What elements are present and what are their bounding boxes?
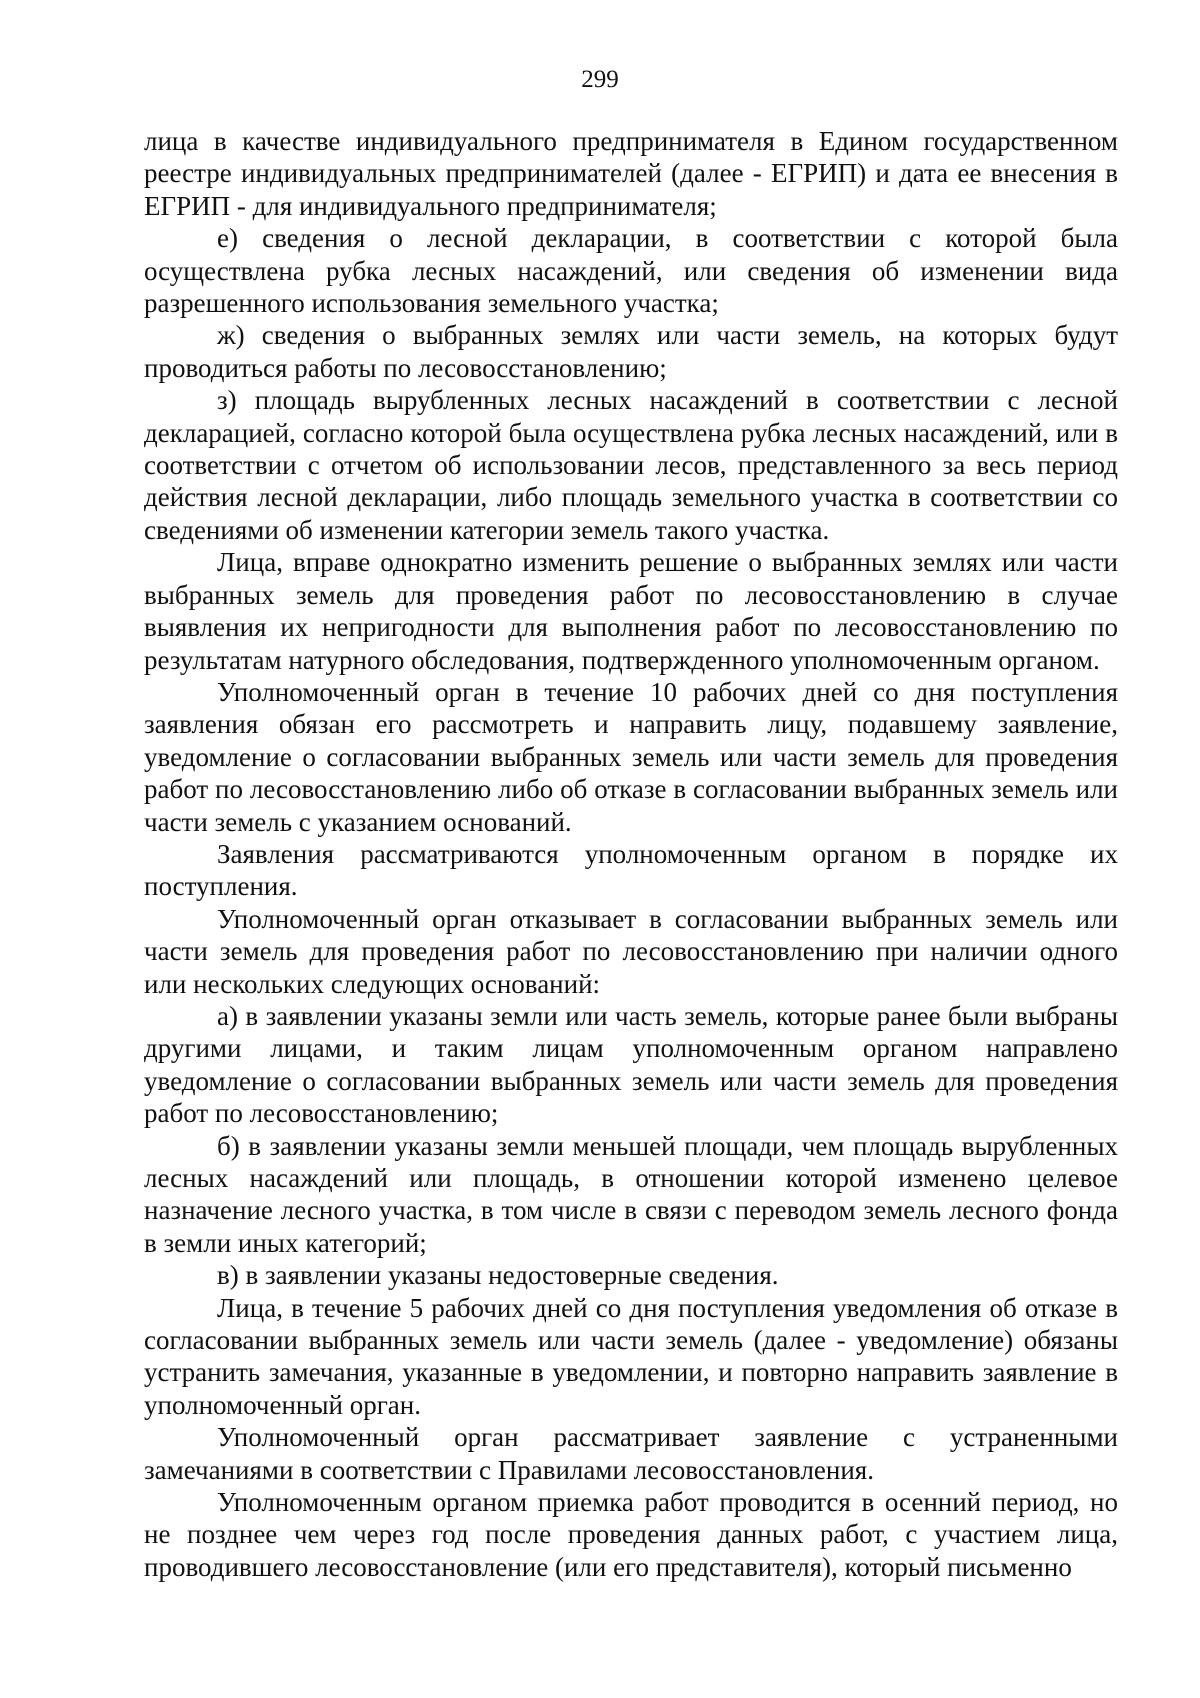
paragraph-item-z: з) площадь вырубленных лесных насаждений в соответствии с лесной декларацией, согласно которой была осуществлена рубка лесных насаждений, или в соответствии с отчетом об использовании лесов, представленного за весь период действия лесной декларации, либо площадь земельного участка в соответствии со сведениями об изменении категории земель такого участка. [144,385,1118,545]
paragraph-review-period: Уполномоченный орган в течение 10 рабочих дней со дня поступления заявления обязан его рассмотреть и направить лицу, подавшему заявление, уведомление о согласовании выбранных земель или части земель для проведения работ по лесовосстановлению либо об отказе в согласовании выбранных земель или части земель с указанием оснований. [144,676,1118,837]
paragraph-review-order: Заявления рассматриваются уполномоченным органом в порядке их поступления. [144,838,1118,902]
paragraph-item-zh: ж) сведения о выбранных землях или части земель, на которых будут проводиться работы по лесовосстановлению; [144,320,1118,383]
body-text [144,125,1118,1583]
paragraph-continued: лица в качестве индивидуального предпринимателя в Едином государственном реестре индивидуальных предпринимателей (далее - ЕГРИП) и дата ее внесения в ЕГРИП - для индивидуального предпринимателя; [144,126,1118,221]
paragraph-change-decision: Лица, вправе однократно изменить решение о выбранных землях или части выбранных земель для проведения работ по лесовосстановлению в случае выявления их непригодности для выполнения работ по лесовосстановлению по результатам натурного обследования, подтвержденного уполномоченным органом. [144,547,1118,675]
page-number: 299 [581,66,619,93]
paragraph-ground-v: в) в заявлении указаны недостоверные сведения. [217,1260,779,1291]
paragraph-ground-a: а) в заявлении указаны земли или часть земель, которые ранее были выбраны другими лицами, и таким лицам уполномоченным органом направлено уведомление о согласовании выбранных земель или части земель для проведения работ по лесовосстановлению; [144,1000,1118,1129]
paragraph-acceptance: Уполномоченным органом приемка работ проводится в осенний период, но не позднее чем через год после проведения данных работ, с участием лица, проводившего лесовосстановление (или его представителя), который письменно [144,1487,1118,1582]
paragraph-repeat-review: Уполномоченный орган рассматривает заявление с устраненными замечаниями в соответствии с Правилами лесовосстановления. [144,1422,1118,1485]
paragraph-refusal-grounds: Уполномоченный орган отказывает в согласовании выбранных земель или части земель для проведения работ по лесовосстановлению при наличии одного или нескольких следующих оснований: [144,903,1118,999]
paragraph-fix-remarks: Лица, в течение 5 рабочих дней со дня поступления уведомления об отказе в согласовании выбранных земель или части земель (далее - уведомление) обязаны устранить замечания, указанные в уведомлении, и повторно направить заявление в уполномоченный орган. [144,1292,1118,1420]
paragraph-item-e: е) сведения о лесной декларации, в соответствии с которой была осуществлена рубка лесных насаждений, или сведения об изменении вида разрешенного использования земельного участка; [144,223,1118,319]
paragraph-ground-b: б) в заявлении указаны земли меньшей площади, чем площадь вырубленных лесных насаждений или площадь, в отношении которой изменено целевое назначение лесного участка, в том числе в связи с переводом земель лесного фонда в земли иных категорий; [144,1130,1118,1258]
